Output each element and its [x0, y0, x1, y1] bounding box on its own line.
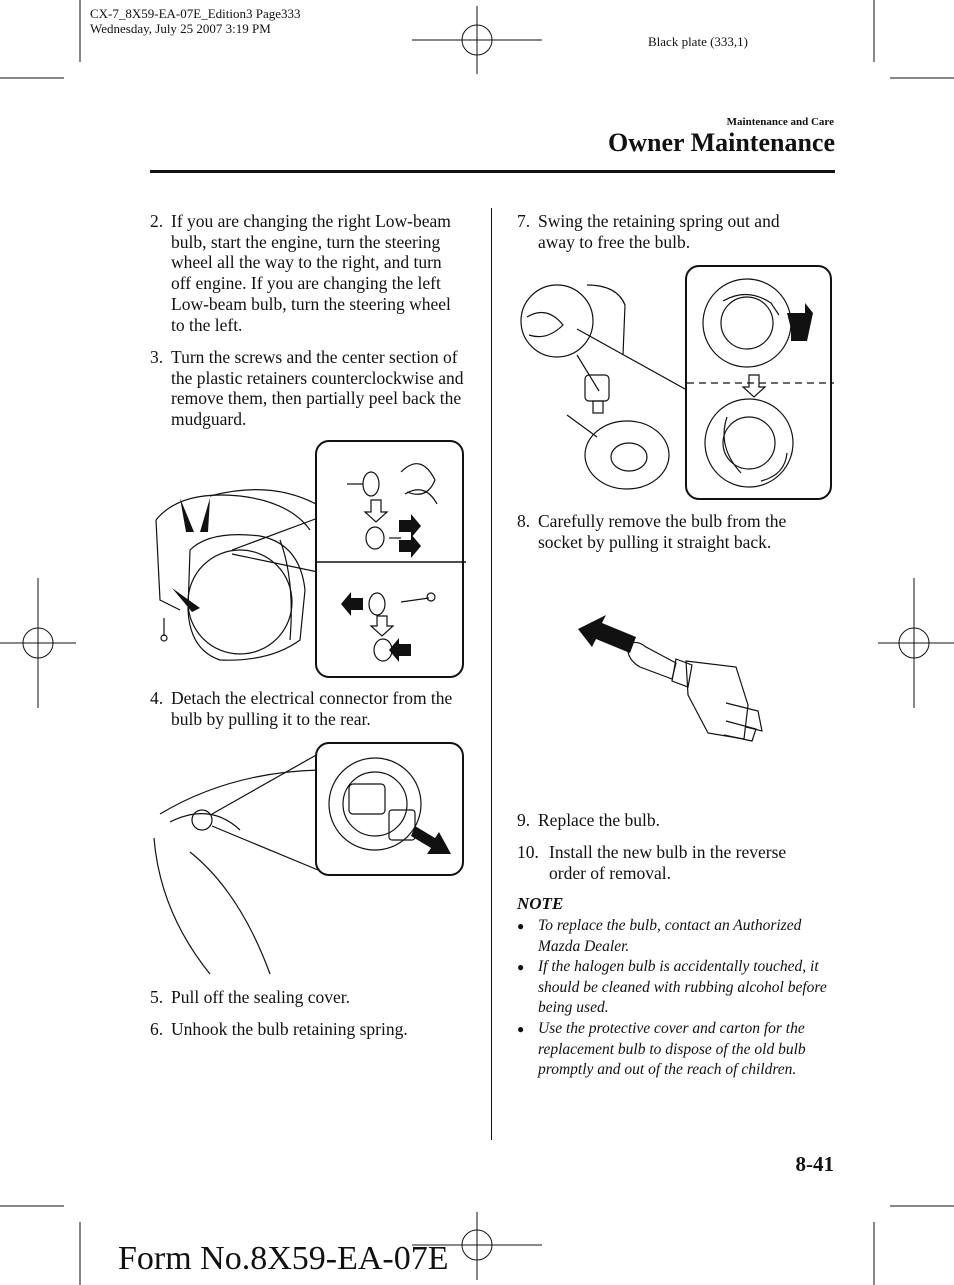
step-5-text: Pull off the sealing cover.: [171, 987, 351, 1007]
print-meta-line2: Wednesday, July 25 2007 3:19 PM: [90, 21, 271, 36]
section-label: Maintenance and Care: [726, 116, 834, 128]
step-6-text: Unhook the bulb retaining spring.: [171, 1019, 408, 1039]
step-8: [517, 511, 817, 552]
mudguard-retainer-illustration: [150, 440, 464, 678]
step-4-text: Detach the electrical connector from the bulb by pulling it to the rear.: [171, 688, 453, 729]
note-item-2-text: If the halogen bulb is accidentally touched, it should be cleaned with rubbing alcohol before being used.: [538, 958, 827, 1017]
note-item-1: [517, 916, 835, 957]
bullet-icon: ●: [517, 919, 525, 933]
page-title: Owner Maintenance: [608, 128, 835, 157]
step-4-number: 4.: [150, 688, 164, 708]
plate-label: Black plate (333,1): [648, 34, 748, 49]
page-number: 8-41: [795, 1152, 834, 1176]
retainer-detail-inset: [315, 440, 464, 678]
step-6-number: 6.: [150, 1019, 164, 1039]
connector-illustration: [150, 742, 464, 978]
step-7-text: Swing the retaining spring out and away to free the bulb.: [538, 211, 780, 252]
bullet-icon: ●: [517, 1022, 525, 1036]
step-10: [517, 842, 817, 883]
step-8-text: Carefully remove the bulb from the socket by pulling it straight back.: [538, 511, 787, 552]
step-9-text: Replace the bulb.: [538, 810, 660, 830]
note-heading: NOTE: [517, 894, 564, 913]
step-9: [517, 810, 817, 831]
connector-detail-inset: [315, 742, 464, 876]
step-9-number: 9.: [517, 810, 531, 830]
retaining-spring-illustration: [517, 265, 832, 500]
step-10-text: Install the new bulb in the reverse order of removal.: [549, 842, 787, 883]
note-item-1-text: To replace the bulb, contact an Authorized Mazda Dealer.: [538, 917, 802, 955]
step-5: [150, 987, 465, 1008]
step-5-number: 5.: [150, 987, 164, 1007]
step-3: [150, 347, 465, 430]
step-7: [517, 211, 817, 252]
note-item-3-text: Use the protective cover and carton for the replacement bulb to dispose of the old bulb promptly and out of the reach of children.: [538, 1020, 806, 1079]
step-3-number: 3.: [150, 347, 164, 367]
step-2-number: 2.: [150, 211, 164, 231]
step-7-number: 7.: [517, 211, 531, 231]
step-2-text: If you are changing the right Low-beam bulb, start the engine, turn the steering wheel all the way to the right, and turn off engine. If you are changing the left Low-beam bulb, turn the steering wheel to the left.: [171, 211, 451, 335]
column-divider: [491, 208, 492, 1140]
step-6: [150, 1019, 465, 1040]
header-rule: [150, 170, 835, 173]
step-4: [150, 688, 465, 729]
form-number: Form No.8X59-EA-07E: [118, 1240, 449, 1277]
note-item-2: [517, 957, 835, 1019]
print-meta-line1: CX-7_8X59-EA-07E_Edition3 Page333: [90, 6, 301, 21]
step-10-number: 10.: [517, 842, 539, 862]
step-2: [150, 211, 465, 335]
bulb-removal-illustration: [576, 615, 776, 745]
spring-detail-inset: [685, 265, 832, 500]
bullet-icon: ●: [517, 960, 525, 974]
print-metadata: [90, 6, 301, 36]
step-8-number: 8.: [517, 511, 531, 531]
note-item-3: [517, 1019, 835, 1081]
step-3-text: Turn the screws and the center section of the plastic retainers counterclockwise and remove them, then partially peel back the mudguard.: [171, 347, 464, 430]
